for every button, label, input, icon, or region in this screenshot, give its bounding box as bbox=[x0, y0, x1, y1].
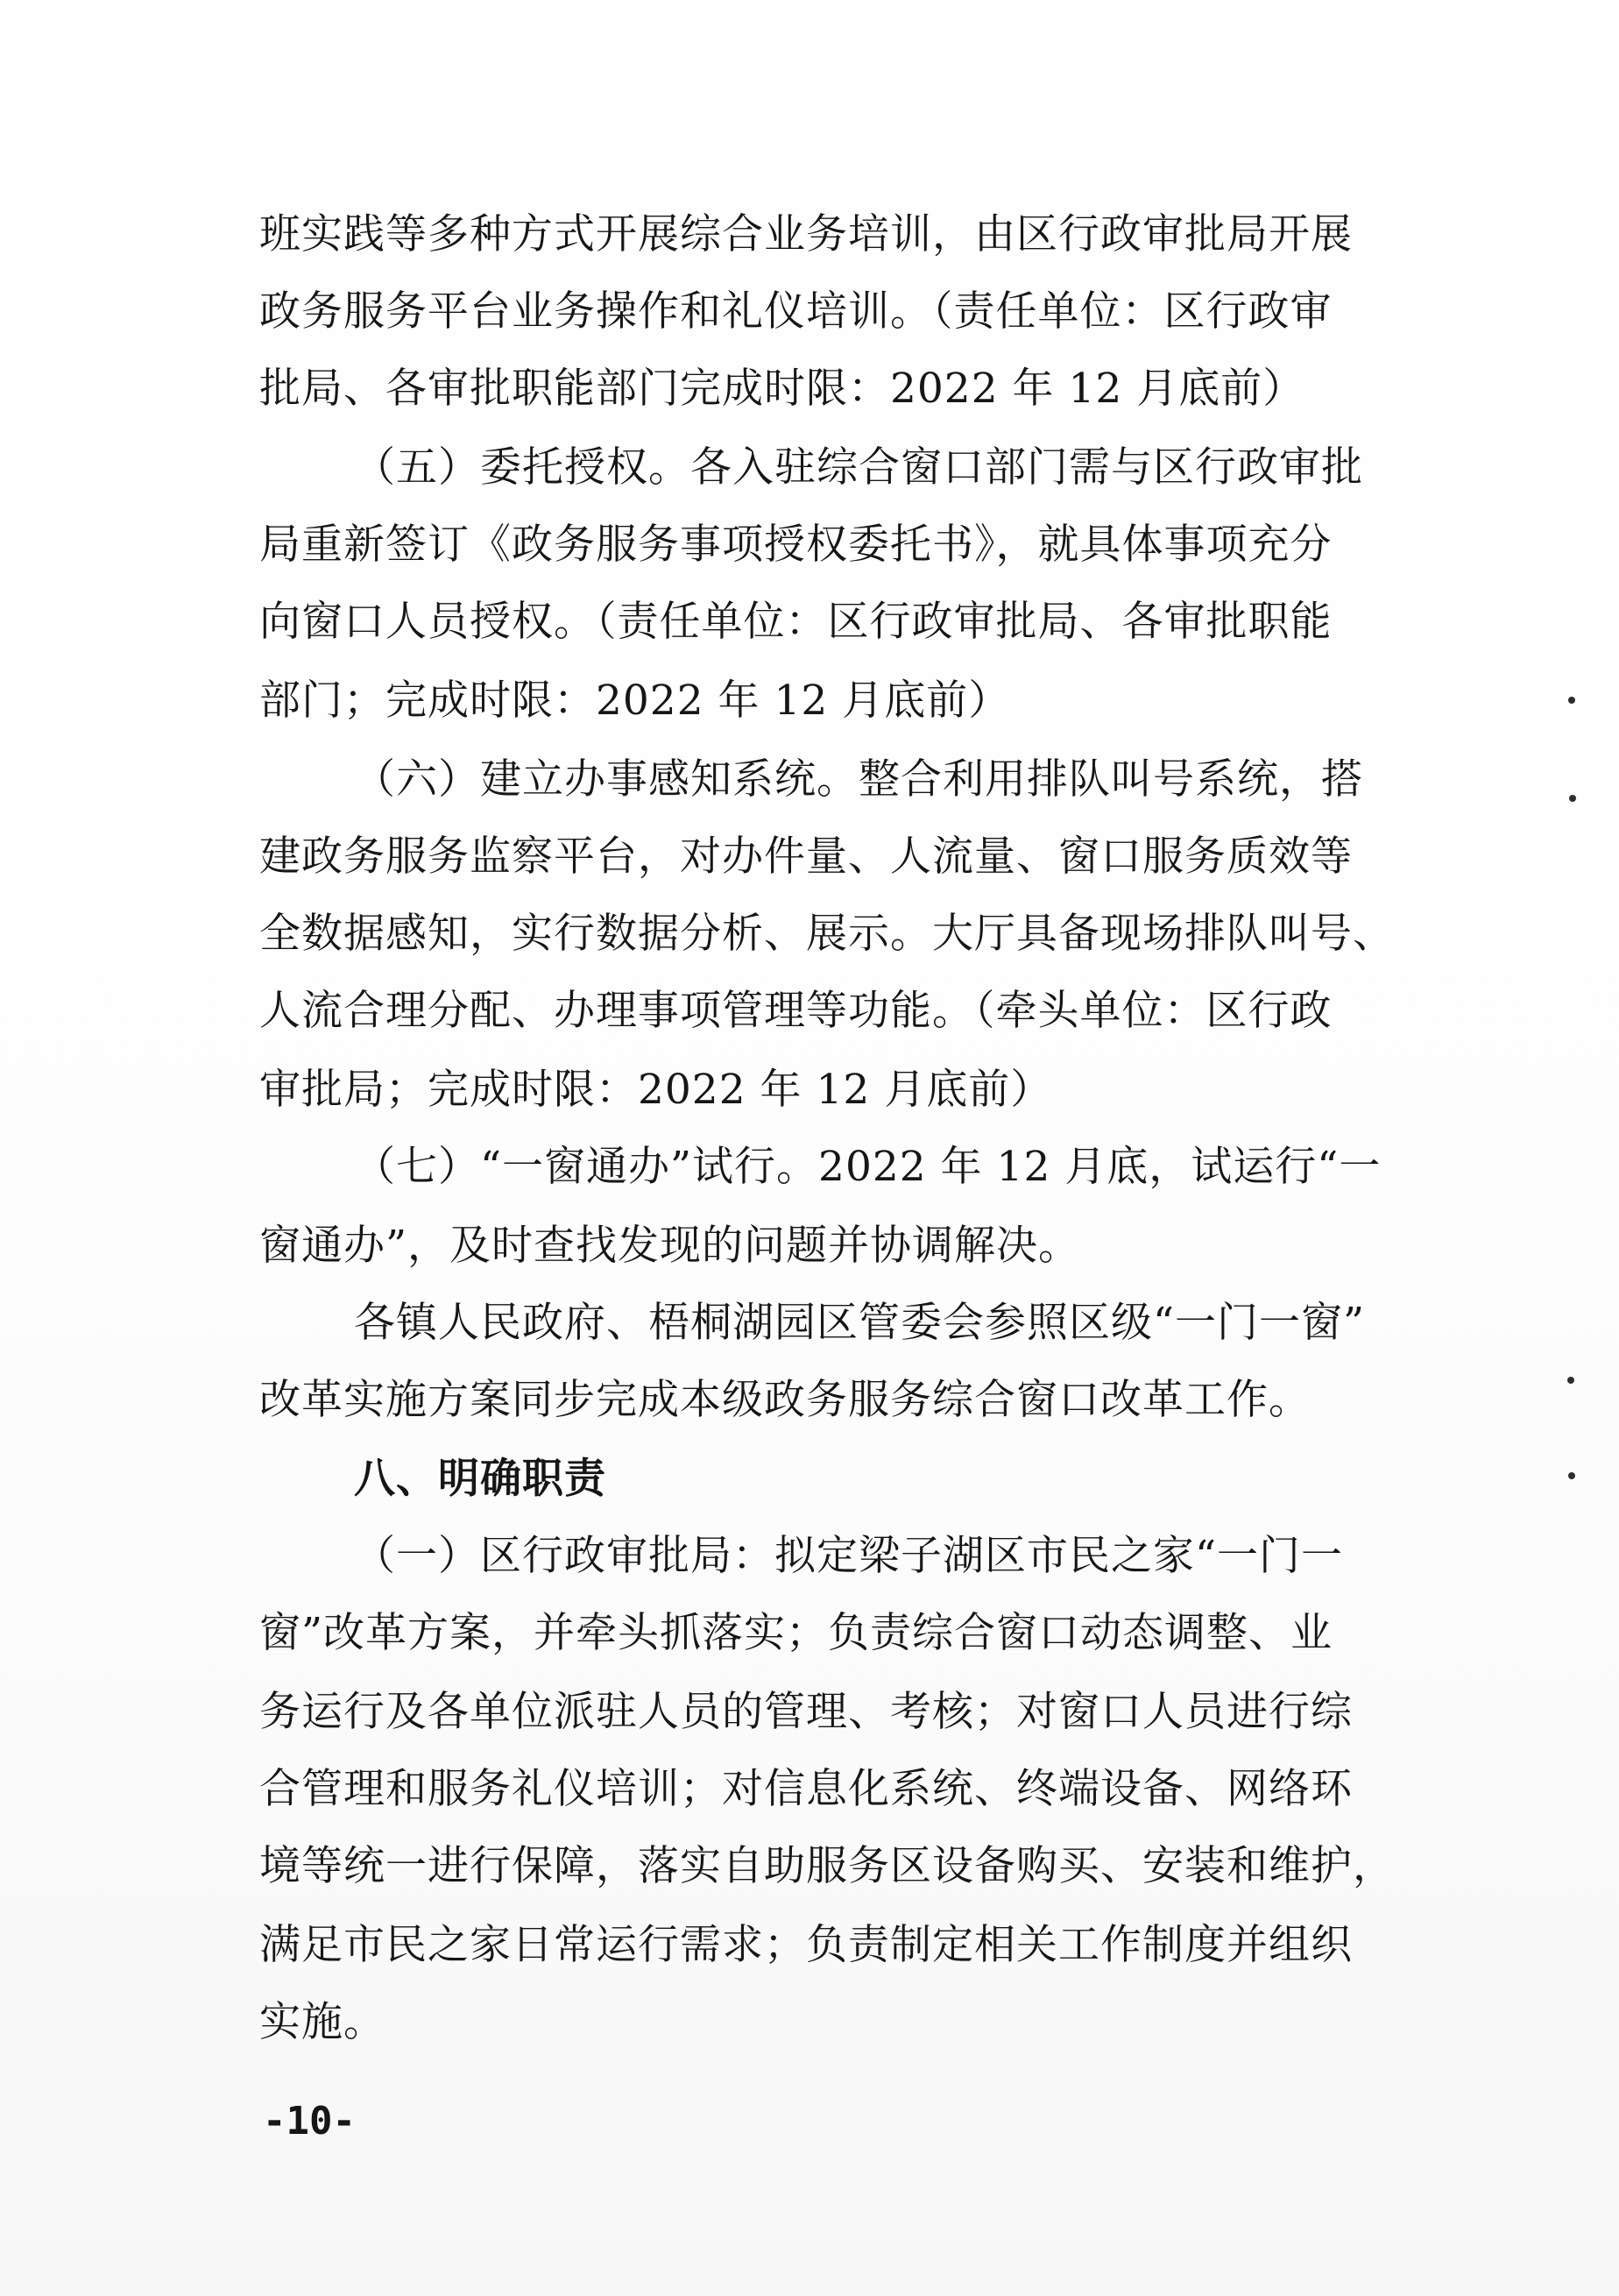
section-7-line-1: （七）“一窗通办”试行。2022 年 12 月底，试运行“一 bbox=[354, 1143, 1382, 1191]
text-line-1: 班实践等多种方式开展综合业务培训，由区行政审批局开展 bbox=[259, 210, 1353, 259]
section-6-line-4: 人流合理分配、办理事项管理等功能。（牵头单位：区行政 bbox=[259, 987, 1333, 1035]
responsibility-1-line-6: 满足市民之家日常运行需求；负责制定相关工作制度并组织 bbox=[259, 1921, 1353, 1969]
section-6-line-5: 审批局；完成时限：2022 年 12 月底前） bbox=[259, 1066, 1053, 1114]
responsibility-1-line-5: 境等统一进行保障，落实自助服务区设备购买、安装和维护， bbox=[259, 1842, 1395, 1890]
page-number: -10- bbox=[263, 2099, 356, 2144]
town-reform-line-2: 改革实施方案同步完成本级政务服务综合窗口改革工作。 bbox=[259, 1376, 1311, 1424]
responsibility-1-line-7: 实施。 bbox=[259, 1998, 385, 2046]
scan-dot-mark bbox=[1568, 1472, 1575, 1479]
scan-dot-mark bbox=[1567, 1377, 1574, 1384]
text-line-3: 批局、各审批职能部门完成时限：2022 年 12 月底前） bbox=[259, 365, 1305, 413]
scan-dot-mark bbox=[1569, 795, 1576, 802]
town-reform-line-1: 各镇人民政府、梧桐湖园区管委会参照区级“一门一窗” bbox=[354, 1299, 1366, 1347]
section-6-line-3: 全数据感知，实行数据分析、展示。大厅具备现场排队叫号、 bbox=[259, 910, 1395, 958]
responsibility-1-line-3: 务运行及各单位派驻人员的管理、考核；对窗口人员进行综 bbox=[259, 1688, 1353, 1736]
scan-dot-mark bbox=[1568, 697, 1575, 704]
section-5-line-4: 部门；完成时限：2022 年 12 月底前） bbox=[259, 677, 1011, 725]
section-5-line-1: （五）委托授权。各入驻综合窗口部门需与区行政审批 bbox=[354, 443, 1363, 492]
responsibility-1-line-4: 合管理和服务礼仪培训；对信息化系统、终端设备、网络环 bbox=[259, 1765, 1353, 1813]
section-5-line-2: 局重新签订《政务服务事项授权委托书》，就具体事项充分 bbox=[259, 521, 1333, 569]
section-6-line-2: 建政务服务监察平台，对办件量、人流量、窗口服务质效等 bbox=[259, 833, 1353, 881]
text-line-2: 政务服务平台业务操作和礼仪培训。（责任单位：区行政审 bbox=[259, 287, 1333, 336]
section-7-line-2: 窗通办”，及时查找发现的问题并协调解决。 bbox=[259, 1222, 1081, 1270]
responsibility-1-line-1: （一）区行政审批局：拟定梁子湖区市民之家“一门一 bbox=[354, 1532, 1344, 1580]
responsibility-1-line-2: 窗”改革方案，并牵头抓落实；负责综合窗口动态调整、业 bbox=[259, 1609, 1333, 1657]
section-5-line-3: 向窗口人员授权。（责任单位：区行政审批局、各审批职能 bbox=[259, 598, 1333, 646]
section-6-line-1: （六）建立办事感知系统。整合利用排队叫号系统，搭 bbox=[354, 755, 1363, 804]
section-heading-8: 八、明确职责 bbox=[354, 1455, 606, 1503]
